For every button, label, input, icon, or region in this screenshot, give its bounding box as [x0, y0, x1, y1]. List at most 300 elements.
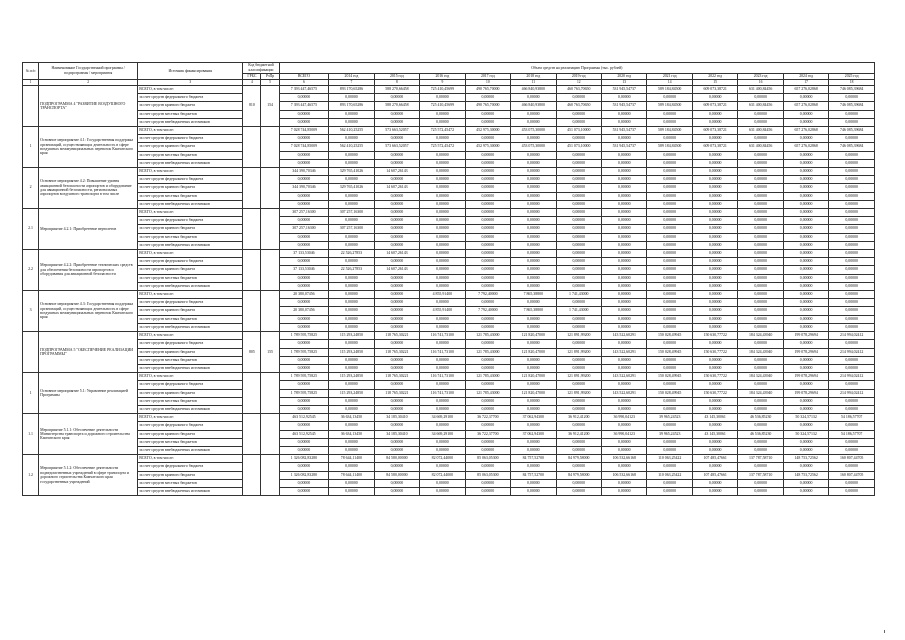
year-value: 0,00000: [511, 151, 556, 159]
total-value: 0,00000: [279, 94, 329, 102]
year-value: 0,00000: [647, 258, 692, 266]
year-value: 0,00000: [647, 266, 692, 274]
year-value: 0,00000: [647, 323, 692, 331]
col-number: 8: [374, 80, 419, 86]
table-row: [23, 151, 875, 159]
header-code: Код бюджетной классификации: [243, 63, 279, 74]
year-value: 0,00000: [829, 266, 875, 274]
year-value: 0,00000: [692, 266, 737, 274]
year-value: 329 765,41026: [329, 168, 374, 176]
year-value: 631 400,84456: [738, 102, 783, 110]
year-value: 0,00000: [420, 168, 465, 176]
rzpr-code: 154: [261, 86, 279, 127]
total-value: 0,00000: [279, 176, 329, 184]
funding-source: ВСЕГО, в том числе:: [138, 414, 243, 422]
year-value: 0,00000: [556, 323, 601, 331]
col-number: 1: [23, 80, 39, 86]
funding-source: за счет средств внебюджетных источников: [138, 159, 243, 167]
year-value: 143 522,60291: [602, 332, 647, 340]
year-value: 0,00000: [783, 364, 828, 372]
year-value: 0,00000: [647, 250, 692, 258]
year-value: 160 807,44705: [829, 471, 875, 479]
year-value: 657 276,02868: [783, 86, 828, 94]
year-value: 0,00000: [374, 405, 419, 413]
year-value: 121 891,99200: [556, 373, 601, 381]
table-row: [23, 323, 875, 331]
year-value: 0,00000: [783, 356, 828, 364]
grbs-code: 805: [243, 332, 261, 373]
year-value: 0,00000: [783, 225, 828, 233]
table-row: [23, 291, 875, 299]
year-value: 0,00000: [420, 209, 465, 217]
year-value: 121 891,99200: [556, 332, 601, 340]
year-value: 160 807,44705: [829, 455, 875, 463]
year-value: 0,00000: [829, 282, 875, 290]
total-value: 463 512,92545: [279, 430, 329, 438]
year-value: 0,00000: [602, 209, 647, 217]
total-value: 0,00000: [279, 397, 329, 405]
year-value: 0,00000: [465, 176, 510, 184]
year-value: 0,00000: [783, 118, 828, 126]
funding-source: за счет средств федерального бюджета: [138, 258, 243, 266]
year-value: 531 945,54737: [602, 127, 647, 135]
year-value: 121 891,99200: [556, 389, 601, 397]
year-value: 0,00000: [692, 299, 737, 307]
total-value: 0,00000: [279, 479, 329, 487]
funding-source: за счет средств федерального бюджета: [138, 176, 243, 184]
year-value: 0,00000: [647, 176, 692, 184]
year-value: 118 765,30221: [374, 348, 419, 356]
year-value: 0,00000: [647, 209, 692, 217]
year-value: 0,00000: [420, 446, 465, 454]
year-value: 0,00000: [692, 446, 737, 454]
year-value: 0,00000: [374, 209, 419, 217]
year-value: 84 979,58000: [556, 471, 601, 479]
funding-source: за счет средств краевого бюджета: [138, 225, 243, 233]
year-value: 0,00000: [556, 446, 601, 454]
col-number: 15: [692, 80, 737, 86]
year-value: 0,00000: [511, 315, 556, 323]
total-value: 20 380,07456: [279, 291, 329, 299]
total-value: 0,00000: [279, 282, 329, 290]
year-value: 0,00000: [420, 110, 465, 118]
year-value: 0,00000: [783, 315, 828, 323]
year-value: 0,00000: [738, 291, 783, 299]
year-value: 0,00000: [329, 381, 374, 389]
total-value: 0,00000: [279, 487, 329, 495]
total-value: 0,00000: [279, 274, 329, 282]
col-number: 9: [420, 80, 465, 86]
header-year: 2014 год: [329, 74, 374, 80]
year-value: 0,00000: [738, 118, 783, 126]
year-value: 0,00000: [420, 323, 465, 331]
year-value: 0,00000: [738, 217, 783, 225]
year-value: 725 410,45699: [420, 86, 465, 94]
funding-source: за счет средств местных бюджетов: [138, 192, 243, 200]
year-value: 0,00000: [511, 479, 556, 487]
year-value: 0,00000: [692, 200, 737, 208]
year-value: 307 257,16300: [329, 209, 374, 217]
year-value: 0,00000: [465, 315, 510, 323]
table-row: [23, 307, 875, 315]
table-row: [23, 315, 875, 323]
year-value: 184 324,43940: [738, 373, 783, 381]
header-name: Наименование Государственной программы / подпрограммы / мероприятия: [39, 63, 138, 80]
funding-source: за счет средств местных бюджетов: [138, 110, 243, 118]
year-value: 573 663,52057: [374, 127, 419, 135]
year-value: 0,00000: [738, 168, 783, 176]
year-value: 725 410,45699: [420, 102, 465, 110]
year-value: 0,00000: [692, 168, 737, 176]
year-value: 36 634,13450: [329, 430, 374, 438]
year-value: 0,00000: [829, 159, 875, 167]
col-number: 3: [138, 80, 243, 86]
year-value: 0,00000: [556, 274, 601, 282]
year-value: 0,00000: [783, 422, 828, 430]
year-value: 85 063,05300: [465, 471, 510, 479]
year-value: 121 785,43000: [465, 373, 510, 381]
year-value: 746 085,39684: [829, 143, 875, 151]
year-value: 0,00000: [465, 159, 510, 167]
year-value: 0,00000: [692, 487, 737, 495]
total-value: 0,00000: [279, 438, 329, 446]
year-value: 0,00000: [738, 364, 783, 372]
year-value: 0,00000: [465, 241, 510, 249]
year-value: 121 785,43000: [465, 348, 510, 356]
year-value: 0,00000: [329, 282, 374, 290]
funding-source: за счет средств федерального бюджета: [138, 463, 243, 471]
total-value: 0,00000: [279, 110, 329, 118]
header-volume: Объем средств на реализацию Программы (тыс. рублей): [279, 63, 874, 74]
year-value: 0,00000: [556, 110, 601, 118]
year-value: 0,00000: [829, 241, 875, 249]
year-value: 631 400,84456: [738, 86, 783, 94]
total-value: 344 390,70346: [279, 184, 329, 192]
year-value: 0,00000: [829, 463, 875, 471]
year-value: 0,00000: [374, 135, 419, 143]
year-value: 460 763,70650: [556, 86, 601, 94]
year-value: 0,00000: [374, 397, 419, 405]
year-value: 107 485,47661: [692, 471, 737, 479]
year-value: 0,00000: [738, 299, 783, 307]
year-value: 0,00000: [420, 274, 465, 282]
year-value: 184 324,43940: [738, 389, 783, 397]
year-value: 0,00000: [374, 159, 419, 167]
total-value: 1 789 595,75825: [279, 332, 329, 340]
year-value: 0,00000: [738, 463, 783, 471]
rzpr-code: [261, 127, 279, 168]
year-value: 0,00000: [783, 307, 828, 315]
year-value: 0,00000: [829, 315, 875, 323]
col-number: 2: [39, 80, 138, 86]
funding-source: за счет средств внебюджетных источников: [138, 405, 243, 413]
year-value: 46 536,85230: [738, 414, 783, 422]
funding-source: за счет средств местных бюджетов: [138, 356, 243, 364]
year-value: 0,00000: [829, 446, 875, 454]
year-value: 0,00000: [374, 241, 419, 249]
year-value: 110 063,25422: [647, 455, 692, 463]
year-value: 0,00000: [738, 200, 783, 208]
total-value: 0,00000: [279, 356, 329, 364]
year-value: 725 572,45472: [420, 143, 465, 151]
year-value: 0,00000: [829, 364, 875, 372]
year-value: 0,00000: [738, 438, 783, 446]
table-row: [23, 422, 875, 430]
year-value: 39 965,24523: [647, 430, 692, 438]
col-number: 6: [279, 80, 329, 86]
year-value: 0,00000: [692, 364, 737, 372]
year-value: 0,00000: [556, 438, 601, 446]
table-row: [23, 135, 875, 143]
year-value: 0,00000: [602, 176, 647, 184]
year-value: 0,00000: [647, 233, 692, 241]
year-value: 589 184,84500: [647, 102, 692, 110]
year-value: 0,00000: [556, 217, 601, 225]
year-value: 118 765,30221: [374, 373, 419, 381]
year-value: 531 945,54737: [602, 102, 647, 110]
year-value: 150 028,49945: [647, 389, 692, 397]
year-value: 121 891,99200: [556, 348, 601, 356]
year-value: 0,00000: [692, 274, 737, 282]
year-value: 110 063,25422: [647, 471, 692, 479]
year-value: 0,00000: [556, 200, 601, 208]
year-value: 0,00000: [692, 282, 737, 290]
year-value: 0,00000: [738, 487, 783, 495]
row-number: 1: [23, 127, 39, 168]
year-value: 0,00000: [465, 364, 510, 372]
program-name: Основное мероприятие 4.2: Повышение уровня авиационной безопасности аэропортов и оборудование для авиационной безопасности, региональных аэропортов воздушного транспорта в том числе: [39, 168, 138, 209]
col-number: 5: [261, 80, 279, 86]
year-value: 0,00000: [602, 217, 647, 225]
funding-source: за счет средств федерального бюджета: [138, 299, 243, 307]
year-value: 150 028,49945: [647, 373, 692, 381]
year-value: 0,00000: [329, 258, 374, 266]
row-number: 1.1: [23, 414, 39, 455]
year-value: 0,00000: [329, 151, 374, 159]
year-value: 0,00000: [738, 315, 783, 323]
year-value: 0,00000: [374, 291, 419, 299]
year-value: 0,00000: [465, 225, 510, 233]
funding-source: за счет средств местных бюджетов: [138, 397, 243, 405]
year-value: 0,00000: [556, 241, 601, 249]
year-value: 0,00000: [692, 250, 737, 258]
funding-source: за счет средств внебюджетных источников: [138, 282, 243, 290]
year-value: 0,00000: [602, 168, 647, 176]
year-value: 0,00000: [556, 225, 601, 233]
year-value: 0,00000: [783, 463, 828, 471]
year-value: 118 765,30221: [374, 332, 419, 340]
year-value: 0,00000: [829, 217, 875, 225]
year-value: 0,00000: [692, 356, 737, 364]
table-row: [23, 258, 875, 266]
year-value: 0,00000: [829, 323, 875, 331]
funding-source: за счет средств внебюджетных источников: [138, 487, 243, 495]
year-value: 0,00000: [692, 151, 737, 159]
year-value: 657 276,02868: [783, 143, 828, 151]
table-row: [23, 438, 875, 446]
year-value: 0,00000: [829, 233, 875, 241]
table-row: [23, 414, 875, 422]
year-value: 0,00000: [647, 315, 692, 323]
total-value: 0,00000: [279, 340, 329, 348]
year-value: 115 293,24850: [329, 389, 374, 397]
year-value: 0,00000: [829, 225, 875, 233]
year-value: 0,00000: [329, 405, 374, 413]
year-value: 0,00000: [602, 192, 647, 200]
year-value: 84 979,58000: [556, 455, 601, 463]
year-value: 0,00000: [511, 266, 556, 274]
year-value: 0,00000: [692, 323, 737, 331]
year-value: 0,00000: [692, 381, 737, 389]
year-value: 0,00000: [465, 274, 510, 282]
year-value: 0,00000: [647, 225, 692, 233]
year-value: 588 270,66458: [374, 86, 419, 94]
year-value: 0,00000: [738, 135, 783, 143]
header-year: 2024 год: [783, 74, 828, 80]
total-value: 0,00000: [279, 258, 329, 266]
header-total: ВСЕГО: [279, 74, 329, 80]
year-value: 0,00000: [329, 94, 374, 102]
year-value: 0,00000: [647, 291, 692, 299]
year-value: 0,00000: [329, 340, 374, 348]
year-value: 0,00000: [420, 192, 465, 200]
year-value: 0,00000: [783, 135, 828, 143]
col-number: 17: [783, 80, 828, 86]
year-value: 0,00000: [329, 110, 374, 118]
year-value: 0,00000: [738, 340, 783, 348]
year-value: 0,00000: [329, 397, 374, 405]
year-value: 0,00000: [465, 405, 510, 413]
funding-source: за счет средств местных бюджетов: [138, 233, 243, 241]
col-number: 12: [556, 80, 601, 86]
year-value: 0,00000: [511, 405, 556, 413]
rzpr-code: 155: [261, 332, 279, 373]
year-value: 43 145,30061: [692, 414, 737, 422]
program-name: Мероприятие 4.2.1: Приобретение вертолетов: [39, 209, 138, 250]
year-value: 329 765,41026: [329, 184, 374, 192]
year-value: 143 522,60291: [602, 348, 647, 356]
year-value: 0,00000: [420, 151, 465, 159]
year-value: 14 607,26143: [374, 266, 419, 274]
year-value: 0,00000: [829, 250, 875, 258]
year-value: 0,00000: [465, 209, 510, 217]
total-value: 0,00000: [279, 364, 329, 372]
year-value: 0,00000: [329, 422, 374, 430]
table-row: [23, 192, 875, 200]
funding-source: за счет средств федерального бюджета: [138, 135, 243, 143]
year-value: 0,00000: [738, 233, 783, 241]
year-value: 0,00000: [829, 487, 875, 495]
year-value: 0,00000: [556, 168, 601, 176]
year-value: 84 580,00000: [374, 471, 419, 479]
year-value: 0,00000: [511, 274, 556, 282]
year-value: 143 522,60291: [602, 389, 647, 397]
year-value: 0,00000: [556, 340, 601, 348]
year-value: 0,00000: [374, 225, 419, 233]
year-value: 0,00000: [374, 200, 419, 208]
total-value: 0,00000: [279, 446, 329, 454]
year-value: 0,00000: [374, 438, 419, 446]
year-value: 588 270,66458: [374, 102, 419, 110]
year-value: 0,00000: [829, 110, 875, 118]
table-row: [23, 332, 875, 340]
row-number: 2.1: [23, 209, 39, 250]
year-value: 0,00000: [374, 274, 419, 282]
funding-source: за счет средств внебюджетных источников: [138, 241, 243, 249]
year-value: 0,00000: [647, 94, 692, 102]
year-value: 0,00000: [511, 233, 556, 241]
year-value: 0,00000: [420, 315, 465, 323]
year-value: 0,00000: [692, 241, 737, 249]
year-value: 116 741,73100: [420, 373, 465, 381]
funding-source: за счет средств федерального бюджета: [138, 94, 243, 102]
grbs-code: [243, 250, 261, 291]
year-value: 0,00000: [829, 291, 875, 299]
header-fin: Источник финансирования: [138, 63, 243, 80]
table-row: [23, 274, 875, 282]
year-value: 0,00000: [738, 323, 783, 331]
year-value: 0,00000: [602, 135, 647, 143]
year-value: 531 945,54737: [602, 86, 647, 94]
year-value: 0,00000: [602, 118, 647, 126]
total-value: 0,00000: [279, 241, 329, 249]
year-value: 460 763,70650: [556, 102, 601, 110]
total-value: 37 133,53046: [279, 266, 329, 274]
year-value: 0,00000: [829, 405, 875, 413]
year-value: 0,00000: [692, 479, 737, 487]
year-value: 0,00000: [329, 315, 374, 323]
year-value: 0,00000: [374, 323, 419, 331]
year-value: 0,00000: [465, 299, 510, 307]
funding-source: за счет средств краевого бюджета: [138, 307, 243, 315]
year-value: 78 644,11400: [329, 455, 374, 463]
year-value: 0,00000: [556, 209, 601, 217]
year-value: 589 184,84500: [647, 127, 692, 135]
total-value: 0,00000: [279, 381, 329, 389]
year-value: 115 293,24850: [329, 332, 374, 340]
year-value: 0,00000: [783, 282, 828, 290]
year-value: 0,00000: [329, 176, 374, 184]
year-value: 0,00000: [647, 405, 692, 413]
funding-source: ВСЕГО, в том числе:: [138, 250, 243, 258]
year-value: 490 765,70000: [465, 86, 510, 94]
total-value: 20 380,07456: [279, 307, 329, 315]
year-value: 0,00000: [602, 405, 647, 413]
year-value: 725 572,45472: [420, 127, 465, 135]
year-value: 116 741,73100: [420, 389, 465, 397]
rzpr-code: [261, 168, 279, 209]
year-value: 46 536,85230: [738, 430, 783, 438]
year-value: 0,00000: [783, 176, 828, 184]
total-value: 307 257,16300: [279, 225, 329, 233]
year-value: 0,00000: [556, 135, 601, 143]
funding-source: за счет средств федерального бюджета: [138, 381, 243, 389]
year-value: 0,00000: [511, 397, 556, 405]
year-value: 0,00000: [420, 225, 465, 233]
year-value: 0,00000: [374, 340, 419, 348]
program-name: Основное мероприятие 4.1: Государственная поддержка организаций, осуществляющих деятельность в сфере воздушных межмуниципальных перевозок Камчатского края: [39, 127, 138, 168]
table-row: [23, 266, 875, 274]
table-row: [23, 455, 875, 463]
year-value: 0,00000: [329, 200, 374, 208]
year-value: 0,00000: [738, 151, 783, 159]
year-value: 0,00000: [556, 192, 601, 200]
year-value: 0,00000: [647, 364, 692, 372]
year-value: 0,00000: [647, 446, 692, 454]
year-value: 0,00000: [602, 381, 647, 389]
year-value: 0,00000: [420, 381, 465, 389]
year-value: 0,00000: [465, 184, 510, 192]
